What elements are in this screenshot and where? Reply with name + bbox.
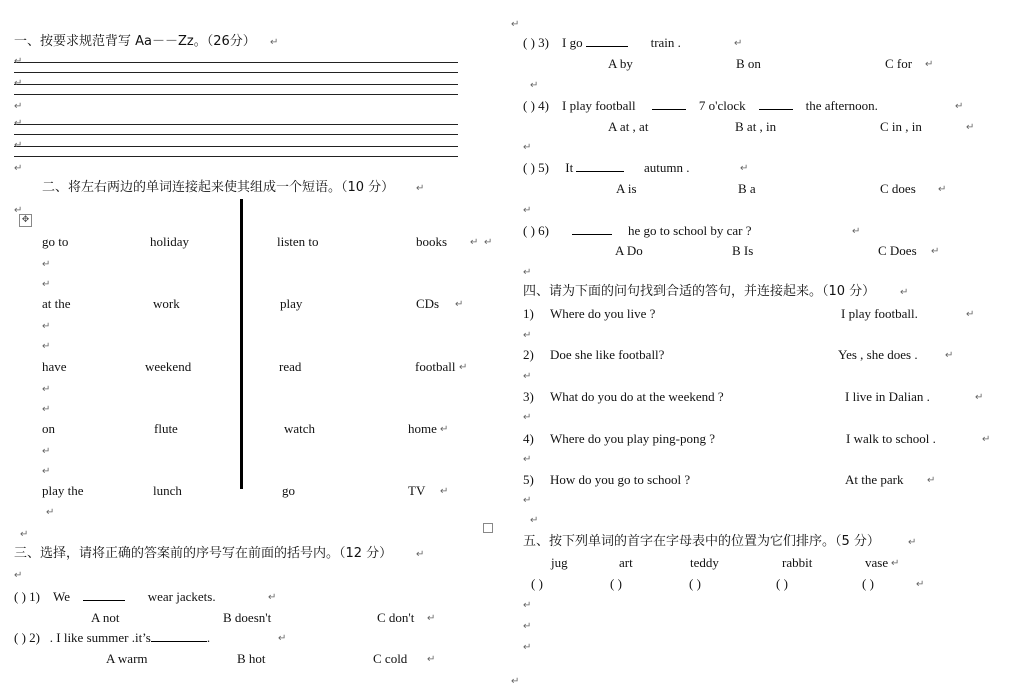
table-resize-handle[interactable]: [483, 523, 493, 533]
q3-option-a: A by: [608, 56, 633, 71]
order-blank-1[interactable]: ( ): [531, 576, 543, 591]
match-left-5b: lunch: [153, 483, 182, 498]
word-art: art: [619, 555, 633, 570]
q6-option-c: C Does: [878, 243, 917, 258]
section5-title: 五、按下列单词的首字在字母表中的位置为它们排序。（5 分）: [523, 534, 880, 549]
q2-option-a: A warm: [106, 651, 148, 666]
pair-4-answer: I walk to school .: [846, 431, 936, 446]
order-blank-5[interactable]: ( ): [862, 576, 874, 591]
section1-title: 一、按要求规范背写 Aa－－Zz。（26分）: [14, 34, 256, 49]
answer-blank[interactable]: [586, 46, 628, 47]
word-vase: vase: [865, 555, 889, 570]
match-right-3c: read: [279, 359, 302, 374]
match-left-4b: flute: [154, 421, 178, 436]
q4-option-b: B at , in: [735, 119, 777, 134]
match-left-2a: at the: [42, 296, 71, 311]
pair-1-answer: I play football.: [841, 306, 918, 321]
answer-blank[interactable]: [151, 641, 207, 642]
pair-5-number: 5): [523, 472, 534, 487]
pair-4-number: 4): [523, 431, 534, 446]
match-right-4c: watch: [284, 421, 316, 436]
match-left-1a: go to: [42, 234, 69, 249]
section3-title: 三、选择，请将正确的答案前的序号写在前面的括号内。（12 分）: [14, 546, 393, 561]
pair-4-question: Where do you play ping-pong ?: [550, 431, 715, 446]
match-right-2c: play: [280, 296, 303, 311]
match-left-3a: have: [42, 359, 67, 374]
pair-2-number: 2): [523, 347, 534, 362]
q1-option-c: C don't: [377, 610, 415, 625]
q5-option-b: B a: [738, 181, 756, 196]
answer-blank[interactable]: [576, 171, 624, 172]
q2-option-b: B hot: [237, 651, 266, 666]
q4-option-a: A at , at: [608, 119, 649, 134]
table-move-handle-icon[interactable]: ✥: [19, 214, 32, 227]
match-left-1b: holiday: [150, 234, 189, 249]
order-blank-2[interactable]: ( ): [610, 576, 622, 591]
pair-1-question: Where do you live ?: [550, 306, 656, 321]
question-2: ( ) 2) . I like summer .it’s .: [14, 630, 211, 645]
q4-option-c: C in , in: [880, 119, 922, 134]
question-1: ( ) 1) We wear jackets.: [14, 589, 216, 604]
word-teddy: teddy: [690, 555, 719, 570]
match-right-1d: books: [416, 234, 448, 249]
question-3: ( ) 3) I go train .: [523, 35, 681, 50]
q6-option-a: A Do: [615, 243, 643, 258]
question-5: ( ) 5) It autumn .: [523, 160, 690, 175]
pair-2-question: Doe she like football?: [550, 347, 665, 362]
match-left-3b: weekend: [145, 359, 192, 374]
order-blank-3[interactable]: ( ): [689, 576, 701, 591]
pair-3-question: What do you do at the weekend ?: [550, 389, 724, 404]
q3-option-c: C for: [885, 56, 913, 71]
match-left-4a: on: [42, 421, 55, 436]
q2-option-c: C cold: [373, 651, 408, 666]
pair-5-answer: At the park: [845, 472, 904, 487]
pair-5-question: How do you go to school ?: [550, 472, 691, 487]
match-right-5d: TV: [408, 483, 426, 498]
word-jug: jug: [551, 555, 568, 570]
match-left-5a: play the: [42, 483, 84, 498]
answer-blank[interactable]: [83, 600, 125, 601]
q1-option-b: B doesn't: [223, 610, 272, 625]
q3-option-b: B on: [736, 56, 761, 71]
q6-option-b: B Is: [732, 243, 754, 258]
pair-1-number: 1): [523, 306, 534, 321]
q5-option-c: C does: [880, 181, 916, 196]
answer-blank[interactable]: [759, 109, 793, 110]
match-right-3d: football: [415, 359, 456, 374]
question-4: ( ) 4) I play football 7 o'clock the afternoon.: [523, 98, 878, 113]
pair-3-number: 3): [523, 389, 534, 404]
order-blank-4[interactable]: ( ): [776, 576, 788, 591]
q1-option-a: A not: [91, 610, 120, 625]
word-rabbit: rabbit: [782, 555, 813, 570]
section2-title: 二、将左右两边的单词连接起来使其组成一个短语。（10 分）: [42, 180, 395, 195]
match-right-2d: CDs: [416, 296, 440, 311]
answer-blank[interactable]: [652, 109, 686, 110]
section4-title: 四、请为下面的问句找到合适的答句，并连接起来。（10 分）: [523, 284, 876, 299]
return-mark: ↵: [270, 37, 279, 48]
match-left-2b: work: [153, 296, 180, 311]
match-right-4d: home: [408, 421, 437, 436]
match-right-5c: go: [282, 483, 295, 498]
pair-2-answer: Yes , she does .: [838, 347, 918, 362]
match-right-1c: listen to: [277, 234, 319, 249]
divider-line: [240, 199, 243, 489]
q5-option-a: A is: [616, 181, 637, 196]
answer-blank[interactable]: [572, 234, 612, 235]
question-6: ( ) 6) he go to school by car ?: [523, 223, 752, 238]
pair-3-answer: I live in Dalian .: [845, 389, 930, 404]
